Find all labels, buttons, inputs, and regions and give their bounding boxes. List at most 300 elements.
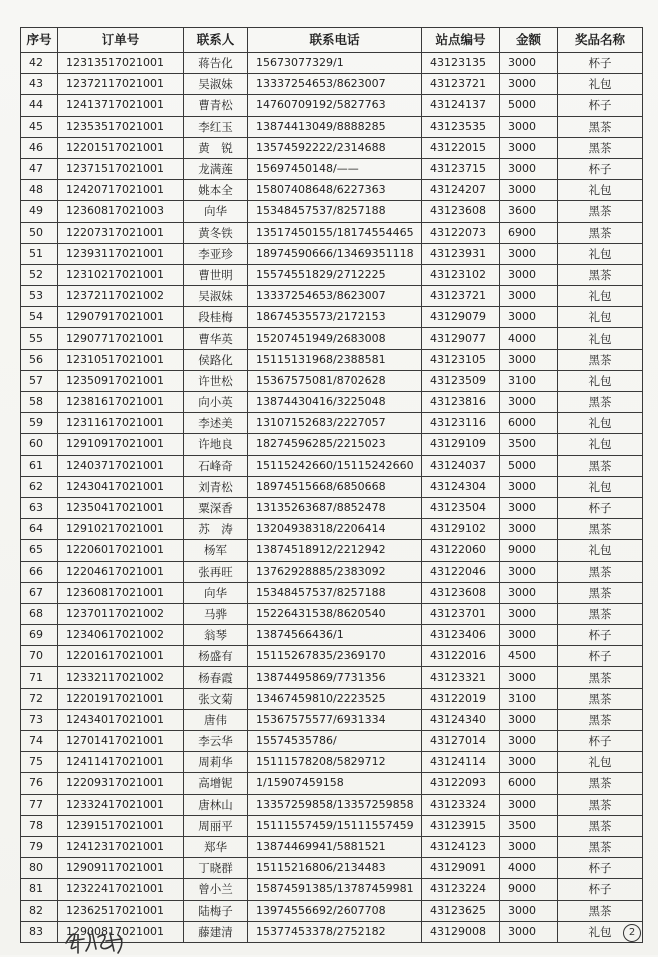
cell-phone: 15115216806/2134483 (248, 858, 422, 879)
cell-amount: 3000 (500, 137, 558, 158)
cell-phone: 13762928885/2383092 (248, 561, 422, 582)
cell-site-no: 43122093 (422, 773, 500, 794)
cell-phone: 13874495869/7731356 (248, 667, 422, 688)
table-row (21, 773, 643, 794)
cell-site-no: 43123406 (422, 625, 500, 646)
cell-phone: 13874430416/3225048 (248, 392, 422, 413)
cell-prize: 黑茶 (558, 561, 643, 582)
cell-contact: 杨军 (184, 540, 248, 561)
cell-prize: 礼包 (558, 413, 643, 434)
cell-site-no: 43122016 (422, 646, 500, 667)
cell-seq: 71 (21, 667, 58, 688)
table-row (21, 116, 643, 137)
cell-amount: 3000 (500, 731, 558, 752)
cell-contact: 唐林山 (184, 794, 248, 815)
cell-contact: 向华 (184, 582, 248, 603)
cell-prize: 黑茶 (558, 582, 643, 603)
table-row (21, 497, 643, 518)
cell-amount: 3000 (500, 116, 558, 137)
cell-seq: 73 (21, 709, 58, 730)
cell-contact: 曹青松 (184, 95, 248, 116)
cell-amount: 5000 (500, 95, 558, 116)
cell-amount: 4000 (500, 328, 558, 349)
cell-seq: 60 (21, 434, 58, 455)
cell-phone: 13574592222/2314688 (248, 137, 422, 158)
cell-prize: 礼包 (558, 286, 643, 307)
cell-prize: 礼包 (558, 74, 643, 95)
cell-order-no: 12430417021001 (58, 476, 184, 497)
cell-prize: 礼包 (558, 328, 643, 349)
cell-amount: 5000 (500, 455, 558, 476)
table-row (21, 709, 643, 730)
cell-order-no: 12332117021002 (58, 667, 184, 688)
cell-prize: 杯子 (558, 646, 643, 667)
cell-site-no: 43129102 (422, 519, 500, 540)
cell-contact: 郑华 (184, 836, 248, 857)
cell-phone: 13337254653/8623007 (248, 74, 422, 95)
table-row (21, 180, 643, 201)
cell-amount: 3000 (500, 625, 558, 646)
cell-amount: 3000 (500, 582, 558, 603)
header-prize: 奖品名称 (558, 28, 643, 53)
cell-order-no: 12207317021001 (58, 222, 184, 243)
cell-seq: 61 (21, 455, 58, 476)
table-row (21, 53, 643, 74)
cell-site-no: 43123102 (422, 264, 500, 285)
cell-amount: 3000 (500, 476, 558, 497)
cell-site-no: 43124137 (422, 95, 500, 116)
cell-prize: 黑茶 (558, 900, 643, 921)
header-amount: 金额 (500, 28, 558, 53)
table-row (21, 900, 643, 921)
cell-order-no: 12201517021001 (58, 137, 184, 158)
cell-site-no: 43123324 (422, 794, 500, 815)
table-row (21, 519, 643, 540)
cell-order-no: 12310217021001 (58, 264, 184, 285)
table-row (21, 561, 643, 582)
cell-order-no: 12910917021001 (58, 434, 184, 455)
cell-amount: 3100 (500, 688, 558, 709)
cell-prize: 杯子 (558, 95, 643, 116)
cell-seq: 82 (21, 900, 58, 921)
cell-seq: 70 (21, 646, 58, 667)
cell-site-no: 43123321 (422, 667, 500, 688)
cell-site-no: 43124207 (422, 180, 500, 201)
table-row (21, 476, 643, 497)
cell-prize: 黑茶 (558, 264, 643, 285)
cell-prize: 杯子 (558, 497, 643, 518)
cell-amount: 3000 (500, 74, 558, 95)
cell-amount: 3000 (500, 519, 558, 540)
cell-seq: 75 (21, 752, 58, 773)
cell-phone: 18274596285/2215023 (248, 434, 422, 455)
cell-amount: 3000 (500, 307, 558, 328)
cell-prize: 杯子 (558, 53, 643, 74)
table-row (21, 392, 643, 413)
cell-seq: 69 (21, 625, 58, 646)
cell-site-no: 43129008 (422, 921, 500, 942)
table-row (21, 836, 643, 857)
cell-contact: 吴淑妹 (184, 74, 248, 95)
cell-order-no: 12353517021001 (58, 116, 184, 137)
cell-amount: 3000 (500, 264, 558, 285)
table-row (21, 222, 643, 243)
cell-contact: 曹世明 (184, 264, 248, 285)
cell-seq: 44 (21, 95, 58, 116)
cell-prize: 黑茶 (558, 137, 643, 158)
cell-seq: 78 (21, 815, 58, 836)
cell-seq: 51 (21, 243, 58, 264)
cell-seq: 77 (21, 794, 58, 815)
cell-contact: 李红玉 (184, 116, 248, 137)
table-row (21, 74, 643, 95)
cell-amount: 3000 (500, 180, 558, 201)
cell-contact: 李云华 (184, 731, 248, 752)
table-row (21, 667, 643, 688)
cell-site-no: 43124340 (422, 709, 500, 730)
cell-phone: 15874591385/13787459981 (248, 879, 422, 900)
cell-amount: 3000 (500, 158, 558, 179)
cell-site-no: 43123535 (422, 116, 500, 137)
cell-prize: 黑茶 (558, 455, 643, 476)
cell-seq: 72 (21, 688, 58, 709)
cell-seq: 50 (21, 222, 58, 243)
cell-prize: 礼包 (558, 476, 643, 497)
cell-site-no: 43122015 (422, 137, 500, 158)
cell-site-no: 43123721 (422, 286, 500, 307)
cell-phone: 15115242660/15115242660 (248, 455, 422, 476)
cell-order-no: 12206017021001 (58, 540, 184, 561)
table-row (21, 158, 643, 179)
cell-seq: 65 (21, 540, 58, 561)
header-seq: 序号 (21, 28, 58, 53)
cell-order-no: 12420717021001 (58, 180, 184, 201)
cell-amount: 3000 (500, 349, 558, 370)
cell-order-no: 12701417021001 (58, 731, 184, 752)
cell-seq: 62 (21, 476, 58, 497)
cell-amount: 3000 (500, 603, 558, 624)
cell-phone: 15377453378/2752182 (248, 921, 422, 942)
table-row (21, 95, 643, 116)
cell-order-no: 12381617021001 (58, 392, 184, 413)
cell-order-no: 12313517021001 (58, 53, 184, 74)
table-row (21, 625, 643, 646)
cell-amount: 9000 (500, 879, 558, 900)
cell-contact: 粟深香 (184, 497, 248, 518)
handwritten-signature (62, 925, 152, 957)
cell-order-no: 12393117021001 (58, 243, 184, 264)
cell-site-no: 43124114 (422, 752, 500, 773)
cell-site-no: 43123504 (422, 497, 500, 518)
cell-order-no: 12372117021001 (58, 74, 184, 95)
cell-phone: 13874413049/8888285 (248, 116, 422, 137)
cell-phone: 18974515668/6850668 (248, 476, 422, 497)
cell-amount: 6900 (500, 222, 558, 243)
cell-site-no: 43127014 (422, 731, 500, 752)
table-row (21, 540, 643, 561)
cell-order-no: 12322417021001 (58, 879, 184, 900)
table-header-row (21, 28, 643, 53)
cell-contact: 段桂梅 (184, 307, 248, 328)
cell-seq: 83 (21, 921, 58, 942)
table-row (21, 243, 643, 264)
cell-phone: 13467459810/2223525 (248, 688, 422, 709)
cell-order-no: 12370117021002 (58, 603, 184, 624)
cell-site-no: 43129091 (422, 858, 500, 879)
cell-contact: 姚本全 (184, 180, 248, 201)
cell-order-no: 12201917021001 (58, 688, 184, 709)
cell-phone: 15367575081/8702628 (248, 370, 422, 391)
cell-phone: 15697450148/—— (248, 158, 422, 179)
cell-seq: 42 (21, 53, 58, 74)
cell-amount: 3000 (500, 286, 558, 307)
table-row (21, 688, 643, 709)
cell-prize: 礼包 (558, 921, 643, 942)
cell-order-no: 12201617021001 (58, 646, 184, 667)
cell-seq: 59 (21, 413, 58, 434)
cell-seq: 80 (21, 858, 58, 879)
cell-prize: 礼包 (558, 434, 643, 455)
cell-site-no: 43123721 (422, 74, 500, 95)
cell-contact: 李亚珍 (184, 243, 248, 264)
cell-prize: 黑茶 (558, 794, 643, 815)
cell-seq: 54 (21, 307, 58, 328)
cell-seq: 46 (21, 137, 58, 158)
cell-seq: 81 (21, 879, 58, 900)
cell-amount: 9000 (500, 540, 558, 561)
cell-site-no: 43129079 (422, 307, 500, 328)
cell-order-no: 12372117021002 (58, 286, 184, 307)
cell-order-no: 12204617021001 (58, 561, 184, 582)
table-row (21, 794, 643, 815)
cell-prize: 黑茶 (558, 667, 643, 688)
cell-prize: 黑茶 (558, 688, 643, 709)
table-row (21, 455, 643, 476)
cell-site-no: 43123116 (422, 413, 500, 434)
cell-phone: 13874518912/2212942 (248, 540, 422, 561)
cell-seq: 47 (21, 158, 58, 179)
cell-phone: 13337254653/8623007 (248, 286, 422, 307)
cell-phone: 13974556692/2607708 (248, 900, 422, 921)
table-row (21, 858, 643, 879)
cell-prize: 礼包 (558, 752, 643, 773)
cell-contact: 藤建清 (184, 921, 248, 942)
cell-phone: 15574551829/2712225 (248, 264, 422, 285)
cell-phone: 18674535573/2172153 (248, 307, 422, 328)
cell-amount: 3000 (500, 794, 558, 815)
cell-amount: 3500 (500, 815, 558, 836)
cell-seq: 68 (21, 603, 58, 624)
cell-prize: 礼包 (558, 540, 643, 561)
cell-seq: 64 (21, 519, 58, 540)
cell-site-no: 43123715 (422, 158, 500, 179)
cell-amount: 6000 (500, 773, 558, 794)
table-row (21, 307, 643, 328)
cell-site-no: 43123608 (422, 201, 500, 222)
cell-contact: 张文菊 (184, 688, 248, 709)
cell-order-no: 12412317021001 (58, 836, 184, 857)
cell-prize: 杯子 (558, 158, 643, 179)
cell-site-no: 43123915 (422, 815, 500, 836)
cell-site-no: 43124304 (422, 476, 500, 497)
table-row (21, 413, 643, 434)
cell-contact: 许地良 (184, 434, 248, 455)
cell-phone: 13107152683/2227057 (248, 413, 422, 434)
cell-prize: 黑茶 (558, 201, 643, 222)
cell-phone: 14760709192/5827763 (248, 95, 422, 116)
cell-phone: 15115131968/2388581 (248, 349, 422, 370)
cell-order-no: 12907917021001 (58, 307, 184, 328)
cell-seq: 79 (21, 836, 58, 857)
cell-phone: 15226431538/8620540 (248, 603, 422, 624)
cell-amount: 3000 (500, 667, 558, 688)
table-row (21, 286, 643, 307)
table-row (21, 731, 643, 752)
cell-order-no: 12907717021001 (58, 328, 184, 349)
cell-order-no: 12340617021002 (58, 625, 184, 646)
cell-prize: 礼包 (558, 243, 643, 264)
cell-phone: 15115267835/2369170 (248, 646, 422, 667)
table-row (21, 603, 643, 624)
cell-seq: 66 (21, 561, 58, 582)
cell-amount: 3000 (500, 709, 558, 730)
cell-contact: 李述美 (184, 413, 248, 434)
cell-contact: 蒋告化 (184, 53, 248, 74)
cell-contact: 黄冬铁 (184, 222, 248, 243)
cell-contact: 曹华英 (184, 328, 248, 349)
header-contact: 联系人 (184, 28, 248, 53)
cell-prize: 黑茶 (558, 709, 643, 730)
cell-amount: 3000 (500, 243, 558, 264)
cell-phone: 15207451949/2683008 (248, 328, 422, 349)
cell-seq: 76 (21, 773, 58, 794)
cell-seq: 74 (21, 731, 58, 752)
cell-phone: 15673077329/1 (248, 53, 422, 74)
cell-site-no: 43122073 (422, 222, 500, 243)
cell-prize: 黑茶 (558, 392, 643, 413)
cell-order-no: 12391517021001 (58, 815, 184, 836)
cell-amount: 3000 (500, 921, 558, 942)
cell-prize: 黑茶 (558, 773, 643, 794)
cell-amount: 3000 (500, 752, 558, 773)
cell-contact: 许世松 (184, 370, 248, 391)
cell-order-no: 12434017021001 (58, 709, 184, 730)
cell-prize: 黑茶 (558, 116, 643, 137)
cell-contact: 苏 涛 (184, 519, 248, 540)
header-site-no: 站点编号 (422, 28, 500, 53)
cell-prize: 杯子 (558, 625, 643, 646)
cell-contact: 向华 (184, 201, 248, 222)
cell-phone: 13874566436/1 (248, 625, 422, 646)
table-row (21, 349, 643, 370)
table-row (21, 434, 643, 455)
table-row (21, 879, 643, 900)
cell-amount: 3500 (500, 434, 558, 455)
cell-site-no: 43122046 (422, 561, 500, 582)
table-row (21, 137, 643, 158)
cell-prize: 礼包 (558, 180, 643, 201)
cell-amount: 3600 (500, 201, 558, 222)
cell-seq: 56 (21, 349, 58, 370)
cell-contact: 杨春霞 (184, 667, 248, 688)
cell-phone: 15807408648/6227363 (248, 180, 422, 201)
cell-order-no: 12350417021001 (58, 497, 184, 518)
cell-seq: 43 (21, 74, 58, 95)
cell-phone: 15574535786/ (248, 731, 422, 752)
cell-site-no: 43123105 (422, 349, 500, 370)
cell-prize: 礼包 (558, 370, 643, 391)
cell-amount: 4500 (500, 646, 558, 667)
cell-amount: 3100 (500, 370, 558, 391)
cell-prize: 杯子 (558, 731, 643, 752)
cell-amount: 3000 (500, 836, 558, 857)
cell-amount: 6000 (500, 413, 558, 434)
cell-phone: 15111578208/5829712 (248, 752, 422, 773)
cell-prize: 黑茶 (558, 815, 643, 836)
cell-site-no: 43123816 (422, 392, 500, 413)
cell-contact: 向小英 (184, 392, 248, 413)
cell-seq: 55 (21, 328, 58, 349)
cell-amount: 3000 (500, 497, 558, 518)
cell-contact: 陆梅子 (184, 900, 248, 921)
cell-contact: 马骅 (184, 603, 248, 624)
cell-contact: 周丽平 (184, 815, 248, 836)
cell-site-no: 43123509 (422, 370, 500, 391)
cell-seq: 53 (21, 286, 58, 307)
cell-order-no: 12411417021001 (58, 752, 184, 773)
cell-site-no: 43129077 (422, 328, 500, 349)
cell-prize: 黑茶 (558, 222, 643, 243)
cell-prize: 杯子 (558, 858, 643, 879)
cell-contact: 周莉华 (184, 752, 248, 773)
cell-phone: 15348457537/8257188 (248, 582, 422, 603)
cell-contact: 刘青松 (184, 476, 248, 497)
cell-contact: 翁琴 (184, 625, 248, 646)
cell-seq: 63 (21, 497, 58, 518)
cell-order-no: 12311617021001 (58, 413, 184, 434)
cell-contact: 高增铌 (184, 773, 248, 794)
cell-order-no: 12413717021001 (58, 95, 184, 116)
cell-contact: 张再旺 (184, 561, 248, 582)
cell-phone: 18974590666/13469351118 (248, 243, 422, 264)
cell-phone: 13517450155/18174554465 (248, 222, 422, 243)
cell-amount: 3000 (500, 392, 558, 413)
cell-phone: 13204938318/2206414 (248, 519, 422, 540)
cell-seq: 48 (21, 180, 58, 201)
cell-prize: 杯子 (558, 879, 643, 900)
cell-order-no: 12332417021001 (58, 794, 184, 815)
table-row (21, 815, 643, 836)
cell-site-no: 43122019 (422, 688, 500, 709)
cell-contact: 龙满莲 (184, 158, 248, 179)
table-row (21, 646, 643, 667)
cell-site-no: 43123625 (422, 900, 500, 921)
cell-contact: 唐伟 (184, 709, 248, 730)
cell-prize: 黑茶 (558, 603, 643, 624)
table-row (21, 201, 643, 222)
cell-seq: 52 (21, 264, 58, 285)
cell-prize: 黑茶 (558, 519, 643, 540)
cell-seq: 57 (21, 370, 58, 391)
cell-contact: 曾小兰 (184, 879, 248, 900)
cell-seq: 45 (21, 116, 58, 137)
cell-contact: 吴淑妹 (184, 286, 248, 307)
cell-amount: 3000 (500, 900, 558, 921)
cell-phone: 13135263687/8852478 (248, 497, 422, 518)
header-order-no: 订单号 (58, 28, 184, 53)
cell-order-no: 12900817021001 (58, 921, 184, 942)
cell-prize: 黑茶 (558, 349, 643, 370)
